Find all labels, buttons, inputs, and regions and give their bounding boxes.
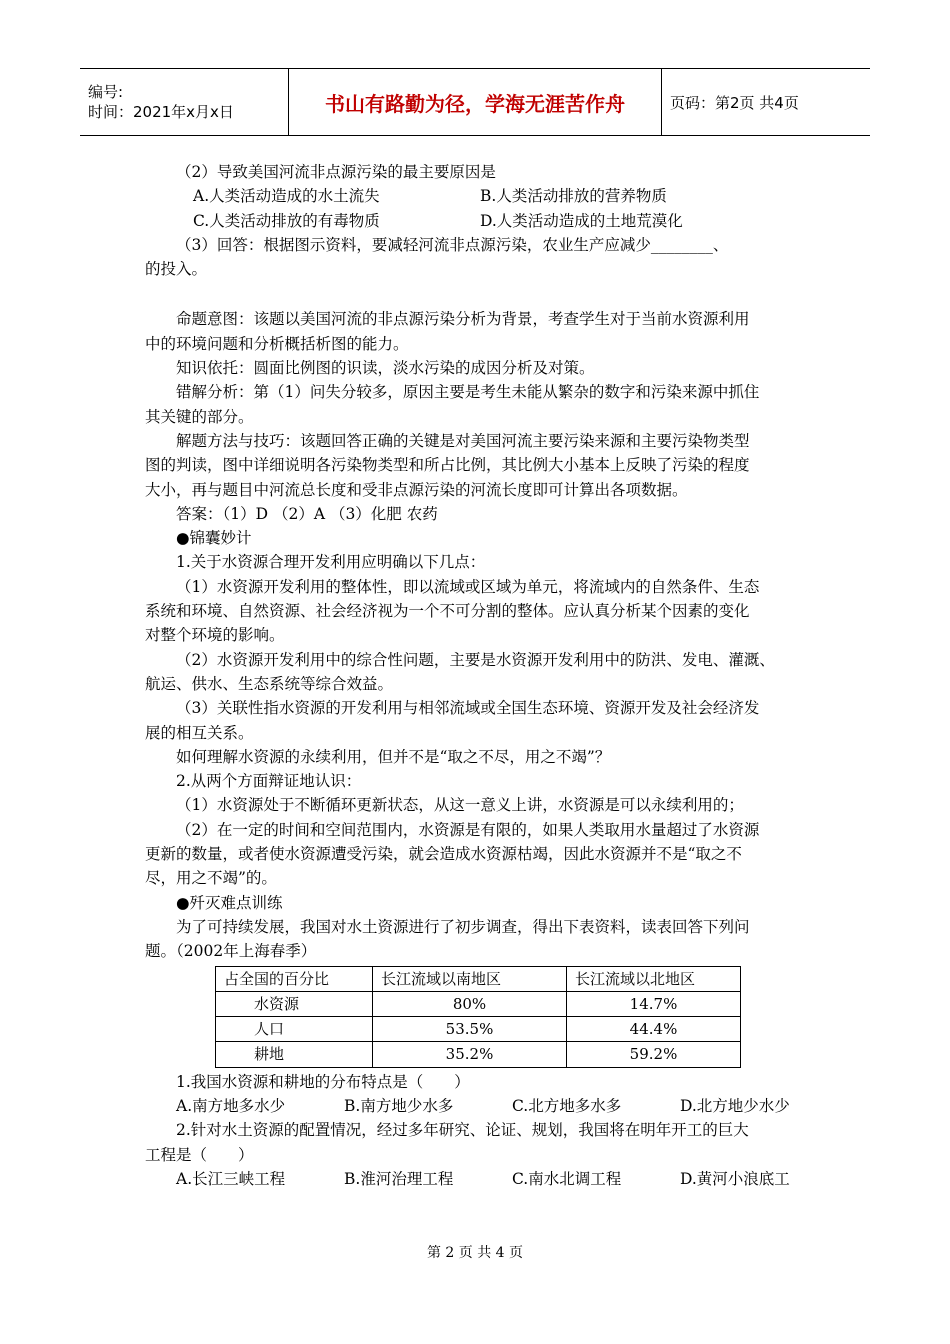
option-a: A.人类活动造成的水土流失 [193,187,380,206]
method-line: 大小，再与题目中河流总长度和受非点源污染的河流长度即可计算出各项数据。 [145,480,688,499]
option-b: B.南方地少水多 [344,1096,454,1115]
page-info: 页码：第2页 共4页 [662,69,871,136]
exercise-1: 1.我国水资源和耕地的分布特点是（ ） [176,1072,470,1091]
motto: 书山有路勤为径，学海无涯苦作舟 [289,69,662,136]
exercise-1-options [145,1094,825,1118]
table-cell: 水资源 [216,991,373,1016]
option-b: B.淮河治理工程 [344,1169,454,1188]
exercise-2-cont: 工程是（ ） [145,1145,254,1164]
question-2-options-row1 [145,184,825,208]
error-line: 错解分析：第（1）问失分较多，原因主要是考生未能从繁杂的数字和污染来源中抓住 [176,383,760,402]
table-cell: 53.5% [373,1017,567,1042]
question-3: （3）回答：根据图示资料，要减轻河流非点源污染，农业生产应减少________、 [176,235,729,254]
table-header: 占全国的百分比 [216,966,373,991]
table-cell: 80% [373,991,567,1016]
tips-line: 如何理解水资源的永续利用，但并不是“取之不尽，用之不竭”？ [176,747,611,766]
number-label: 编号: [88,83,124,101]
training-line: 为了可持续发展，我国对水土资源进行了初步调查，得出下表资料，读表回答下列问 [176,917,750,936]
exercise-2-options [145,1167,825,1191]
training-line: 题。（2002年上海春季） [145,942,317,961]
table-header: 长江流域以北地区 [567,966,741,991]
option-a: A.长江三峡工程 [176,1169,286,1188]
option-d: D.人类活动造成的土地荒漠化 [480,211,683,230]
document-body [145,160,825,1191]
header-left [80,69,289,136]
table-cell: 59.2% [567,1042,741,1067]
time-label: 时间：2021年x月x日 [88,103,234,121]
page-header [80,68,870,136]
tips-line: 2.从两个方面辩证地认识： [176,772,362,791]
option-a: A.南方地多水少 [176,1096,286,1115]
table-cell: 35.2% [373,1042,567,1067]
table-row [216,1042,741,1067]
tips-line: 更新的数量，或者使水资源遭受污染，就会造成水资源枯竭，因此水资源并不是“取之不 [145,845,742,864]
tips-heading: ●锦囊妙计 [176,529,252,548]
tips-line: （2）在一定的时间和空间范围内，水资源是有限的，如果人类取用水量超过了水资源 [176,820,760,839]
tips-line: （1）水资源处于不断循环更新状态，从这一意义上讲，水资源是可以永续利用的； [176,796,744,815]
page-footer: 第 2 页 共 4 页 [426,1245,524,1261]
tips-line: 航运、供水、生态系统等综合效益。 [145,674,394,693]
method-line: 图的判读，图中详细说明各污染物类型和所占比例，其比例大小基本上反映了污染的程度 [145,456,750,475]
tips-line: 对整个环境的影响。 [145,626,285,645]
resource-table [215,966,741,1068]
answer-line: 答案：（1）D （2）A （3）化肥 农药 [176,504,438,523]
table-row [216,1017,741,1042]
question-2-options-row2 [145,209,825,233]
option-c: C.人类活动排放的有毒物质 [193,211,380,230]
tips-line: （3）关联性指水资源的开发利用与相邻流域或全国生态环境、资源开发及社会经济发 [176,699,760,718]
table-cell: 44.4% [567,1017,741,1042]
intent-line: 命题意图：该题以美国河流的非点源污染分析为背景，考查学生对于当前水资源利用 [176,310,750,329]
table-cell: 耕地 [216,1042,373,1067]
tips-line: 尽，用之不竭”的。 [145,869,277,888]
option-d: D.黄河小浪底工 [680,1169,790,1188]
intent-line: 中的环境问题和分析概括析图的能力。 [145,334,409,353]
option-b: B.人类活动排放的营养物质 [480,187,667,206]
table-row [216,991,741,1016]
question-3-cont: 的投入。 [145,260,208,279]
question-2: （2）导致美国河流非点源污染的最主要原因是 [176,163,496,181]
tips-line: （1）水资源开发利用的整体性，即以流域或区域为单元，将流域内的自然条件、生态 [176,577,760,596]
table-cell: 人口 [216,1017,373,1042]
table-header: 长江流域以南地区 [373,966,567,991]
table-cell: 14.7% [567,991,741,1016]
option-d: D.北方地少水少 [680,1096,790,1115]
training-heading: ●歼灭难点训练 [176,893,283,912]
tips-line: 系统和环境、自然资源、社会经济视为一个不可分割的整体。应认真分析某个因素的变化 [145,602,750,621]
method-line: 解题方法与技巧：该题回答正确的关键是对美国河流主要污染来源和主要污染物类型 [176,431,750,450]
option-c: C.北方地多水多 [512,1096,622,1115]
tips-line: （2）水资源开发利用中的综合性问题，主要是水资源开发利用中的防洪、发电、灌溉、 [176,650,775,669]
tips-line: 1.关于水资源合理开发利用应明确以下几点： [176,553,486,572]
option-c: C.南水北调工程 [512,1169,622,1188]
error-line: 其关键的部分。 [145,407,254,426]
table-header-row [216,966,741,991]
exercise-2: 2.针对水土资源的配置情况，经过多年研究、论证、规划，我国将在明年开工的巨大 [176,1121,749,1140]
tips-line: 展的相互关系。 [145,723,254,742]
basis-line: 知识依托：圆面比例图的识读，淡水污染的成因分析及对策。 [176,359,595,378]
